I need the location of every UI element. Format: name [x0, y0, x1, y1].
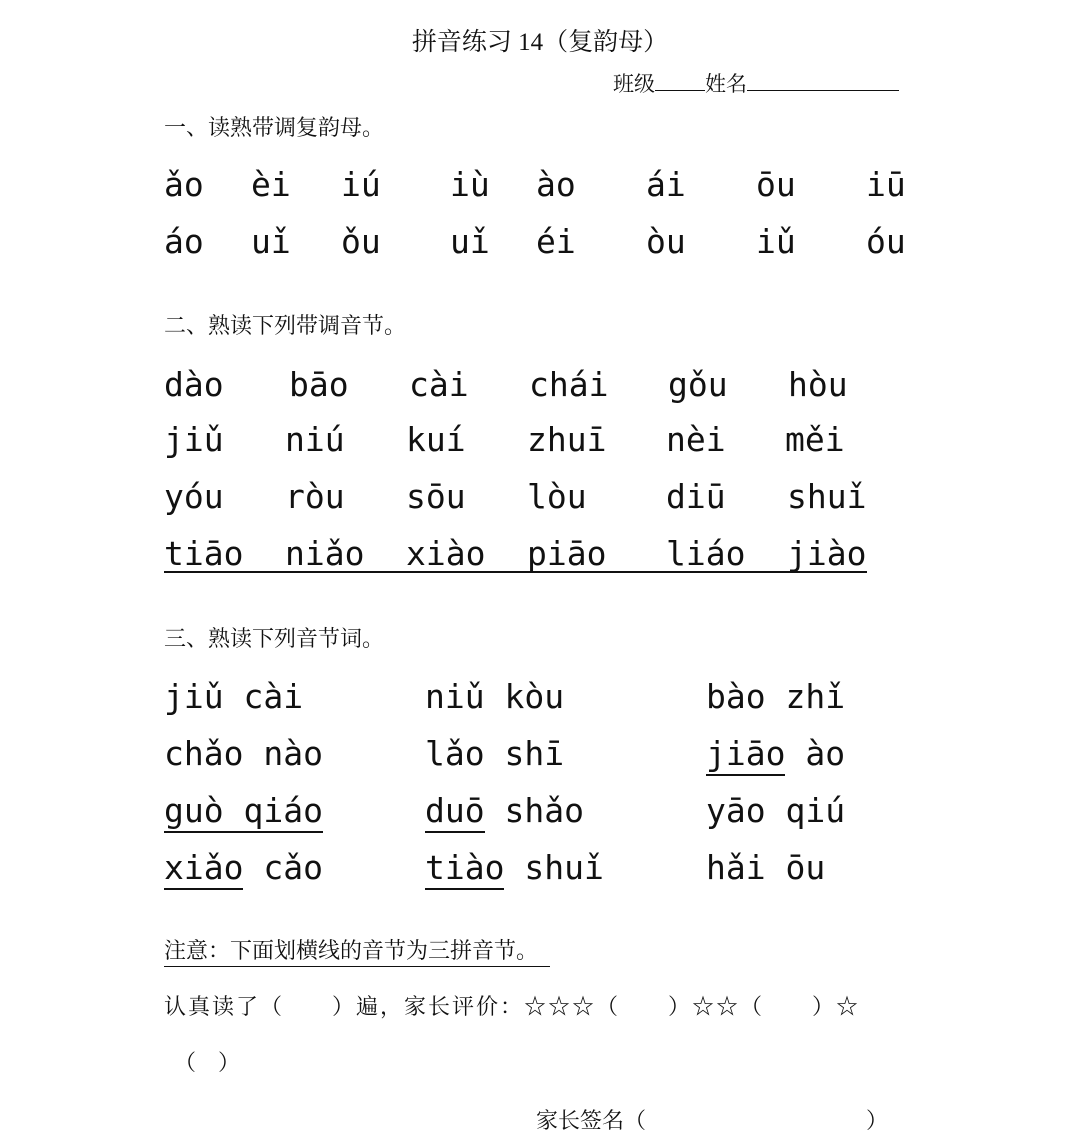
s1-r2-c8: óu — [866, 222, 906, 261]
syllable: chǎo — [164, 734, 244, 773]
syllable: kòu — [504, 677, 565, 716]
s2-r2-c6: měi — [785, 420, 845, 459]
s1-r1-c1: ǎo — [164, 165, 204, 204]
s1-r2-c1: áo — [164, 222, 204, 261]
worksheet-title: 拼音练习 14（复韵母） — [411, 29, 669, 56]
syllable: cǎo — [263, 848, 323, 887]
s2-r3-c6: shuǐ — [787, 477, 867, 516]
s1-r2-c6: òu — [646, 222, 686, 261]
triple-syllable: tiào — [425, 848, 504, 890]
s2-r1-c5: gǒu — [668, 365, 728, 404]
syllable: shǎo — [504, 791, 584, 830]
word-item — [706, 848, 825, 888]
s2-r4-c5: liáo — [666, 534, 746, 573]
parent-evaluation-cont: （ ） — [174, 1051, 241, 1076]
name-blank — [747, 70, 899, 91]
class-label: 班级 — [613, 72, 655, 96]
s1-r1-c2: èi — [251, 165, 291, 204]
word-item — [164, 848, 323, 888]
word-item — [425, 734, 564, 774]
s2-r4-c6: jiào — [787, 534, 867, 573]
syllable: niǔ — [425, 677, 485, 716]
word-item — [425, 791, 584, 831]
s2-r2-c2: niú — [285, 420, 345, 459]
triple-syllable: jiāo — [706, 734, 785, 776]
word-item — [164, 677, 303, 717]
s2-r1-c4: chái — [529, 365, 609, 404]
word-item — [164, 734, 323, 774]
s2-r3-c1: yóu — [164, 477, 224, 516]
s2-r2-c3: kuí — [406, 420, 466, 459]
section1-heading: 一、读熟带调复韵母。 — [164, 116, 385, 141]
triple-syllable — [164, 791, 323, 833]
section3-heading: 三、熟读下列音节词。 — [164, 627, 385, 652]
word-item — [425, 848, 604, 888]
s2-r1-c6: hòu — [788, 365, 848, 404]
s2-r3-c5: diū — [666, 477, 726, 516]
syllable: ōu — [785, 848, 826, 887]
triple-syllable: xiǎo — [164, 848, 243, 890]
s2-r2-c4: zhuī — [527, 420, 607, 459]
word-item — [425, 677, 564, 717]
syllable: shuǐ — [524, 848, 604, 887]
s2-r3-c2: ròu — [285, 477, 345, 516]
syllable: bào — [706, 677, 766, 716]
s2-r4-c1: tiāo — [164, 534, 244, 573]
syllable: yāo — [706, 791, 766, 830]
syllable: lǎo — [425, 734, 485, 773]
s2-r2-c5: nèi — [666, 420, 726, 459]
s1-r2-c4: uǐ — [450, 222, 490, 261]
class-name-fields — [613, 68, 899, 98]
syllable: zhǐ — [785, 677, 846, 716]
s2-r3-c3: sōu — [406, 477, 466, 516]
s1-r1-c6: ái — [646, 165, 686, 204]
section2-heading: 二、熟读下列带调音节。 — [164, 314, 407, 339]
class-blank — [655, 70, 705, 91]
syllable: ào — [805, 734, 846, 773]
s2-r3-c4: lòu — [527, 477, 587, 516]
s2-r2-c1: jiǔ — [164, 420, 224, 459]
syllable: nào — [263, 734, 323, 773]
syllable: shī — [504, 734, 565, 773]
s2-r1-c2: bāo — [289, 365, 349, 404]
syllable: cài — [243, 677, 304, 716]
name-label: 姓名 — [705, 72, 747, 96]
s1-r1-c8: iū — [866, 165, 906, 204]
s2-r1-c1: dào — [164, 365, 224, 404]
triple-syllable: duō — [425, 791, 485, 833]
s1-r1-c5: ào — [536, 165, 576, 204]
parent-evaluation: 认真读了（ ）遍，家长评价：☆☆☆（ ）☆☆（ ）☆ — [164, 995, 861, 1020]
s1-r1-c4: iù — [450, 165, 490, 204]
word-item — [164, 791, 323, 831]
s2-r4-c3: xiào — [406, 534, 486, 573]
s1-r2-c7: iǔ — [756, 222, 796, 261]
triple-syllable: qiáo — [243, 791, 323, 830]
s2-r4-c2: niǎo — [285, 534, 365, 573]
row4-underline — [164, 571, 867, 573]
s2-r4-c4: piāo — [527, 534, 607, 573]
s1-r2-c5: éi — [536, 222, 576, 261]
syllable: jiǔ — [164, 677, 224, 716]
word-item — [706, 677, 845, 717]
word-item — [706, 791, 845, 831]
syllable: hǎi — [706, 848, 766, 887]
s1-r1-c7: ōu — [756, 165, 796, 204]
s1-r1-c3: iú — [341, 165, 381, 204]
word-item — [706, 734, 845, 774]
s1-r2-c3: ǒu — [341, 222, 381, 261]
syllable: qiú — [785, 791, 846, 830]
parent-signature: 家长签名（ ） — [536, 1109, 889, 1134]
underline-note: 注意：下面划横线的音节为三拼音节。 — [164, 934, 550, 967]
triple-syllable: guò — [164, 791, 224, 830]
s2-r1-c3: cài — [409, 365, 469, 404]
s1-r2-c2: uǐ — [251, 222, 291, 261]
